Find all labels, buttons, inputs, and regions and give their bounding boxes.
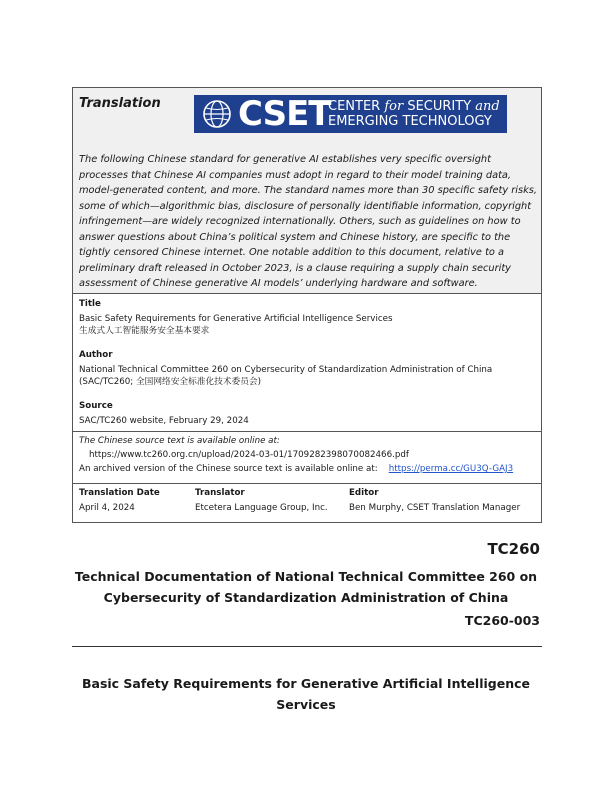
editor-heading: Editor xyxy=(349,488,379,498)
title-chinese: 生成式人工智能服务安全基本要求 xyxy=(79,326,210,336)
source-links xyxy=(73,432,541,484)
translation-date-heading: Translation Date xyxy=(79,488,160,498)
title-english: Basic Safety Requirements for Generative Artificial Intelligence Services xyxy=(79,314,393,324)
document-number: TC260-003 xyxy=(464,613,540,628)
translator-heading: Translator xyxy=(195,488,245,498)
globe-icon xyxy=(202,99,232,129)
document-metadata xyxy=(73,294,541,432)
tc-label: TC260 xyxy=(487,540,540,558)
source-text: SAC/TC260 website, February 29, 2024 xyxy=(79,416,249,426)
translator-value: Etcetera Language Group, Inc. xyxy=(195,503,328,513)
translation-header xyxy=(73,88,541,294)
editor-value: Ben Murphy, CSET Translation Manager xyxy=(349,503,521,513)
author-heading: Author xyxy=(79,350,113,360)
translation-info-box xyxy=(72,87,542,523)
source-online-note: The Chinese source text is available online at: xyxy=(79,436,280,446)
source-heading: Source xyxy=(79,401,113,411)
logo-line-1: CENTER for SECURITY and xyxy=(328,99,500,114)
source-url[interactable]: https://www.tc260.org.cn/upload/2024-03-01/1709282398070082466.pdf xyxy=(89,450,409,460)
translation-date-value: April 4, 2024 xyxy=(79,503,135,513)
archive-link[interactable]: https://perma.cc/GU3Q-GAJ3 xyxy=(388,464,514,474)
abstract-text: The following Chinese standard for generative AI establishes very specific oversight processes that Chinese AI companies must adopt in regard to their model training data, model-generated content, and more. The standard names more than 30 specific safety risks, some of which—algorithmic bias, disclosure of personally identifiable information, copyright infringement—are widely recognized internationally. Others, such as guidelines on how to answer questions about China’s political system and Chinese history, are specific to the tightly censored Chinese internet. One notable addition to this document, relative to a preliminary draft released in October 2023, is a clause requiring a supply chain security assessment of Chinese generative AI models’ underlying hardware and software. xyxy=(79,154,537,289)
logo-wordmark: CSET xyxy=(238,94,331,134)
translation-label: Translation xyxy=(79,96,161,111)
divider xyxy=(72,646,542,647)
archive-note: An archived version of the Chinese source text is available online at: xyxy=(79,464,378,474)
cset-logo xyxy=(194,95,507,133)
document-main-title: Basic Safety Requirements for Generative Artificial Intelligence Services xyxy=(81,676,531,712)
technical-documentation-title: Technical Documentation of National Technical Committee 260 on Cybersecurity of Standardization Administration of China xyxy=(74,569,538,605)
archive-line xyxy=(79,464,513,474)
logo-line-2: EMERGING TECHNOLOGY xyxy=(328,114,492,129)
title-heading: Title xyxy=(79,299,101,309)
author-text: National Technical Committee 260 on Cybersecurity of Standardization Administration of China (SAC/TC260; 全国网络安全标准化技术委员会) xyxy=(79,365,493,388)
translation-credits xyxy=(73,484,541,522)
